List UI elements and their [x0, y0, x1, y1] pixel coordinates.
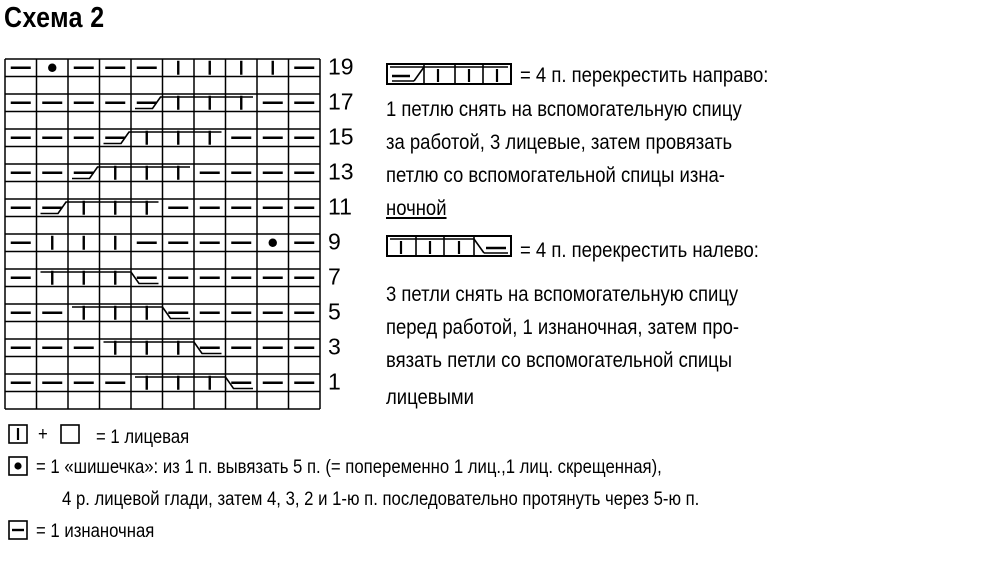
knit-symbol: [8, 424, 30, 446]
row-number: 11: [328, 193, 352, 220]
row-number: 15: [328, 123, 354, 150]
cross-left-line-4: вязать петли со вспомогательной спицы: [386, 349, 733, 372]
cross-right-line-5: ночной: [386, 197, 447, 220]
cross-left-line-1: = 4 п. перекрестить налево:: [520, 239, 759, 262]
row-number: 3: [328, 333, 341, 360]
bobble-mark: [269, 239, 277, 247]
row-number: 17: [328, 88, 354, 115]
purl-symbol: [8, 520, 30, 542]
knit-text: = 1 лицевая: [96, 427, 190, 448]
bobble-text: = 1 «шишечка»: из 1 п. вывязать 5 п. (= попеременно 1 лиц.,1 лиц. скрещенная),: [36, 457, 662, 478]
row-number: 13: [328, 158, 354, 185]
cross-left-line-3: перед работой, 1 изнаночная, затем про-: [386, 316, 740, 339]
purl-text: = 1 изнаночная: [36, 521, 155, 542]
knit-plus: +: [38, 424, 48, 445]
page-title: Схема 2: [4, 2, 105, 34]
cross-right-line-1: = 4 п. перекрестить направо:: [520, 64, 769, 87]
cross-left-line-5: лицевыми: [386, 386, 474, 409]
cross-right-symbol: [386, 60, 514, 88]
bobble-mark: [48, 64, 56, 72]
bobble-symbol: [8, 456, 30, 478]
bobble-continuation: 4 р. лицевой глади, затем 4, 3, 2 и 1-ю п. последовательно протянуть через 5-ю п.: [62, 489, 700, 510]
knitting-chart: [0, 0, 400, 420]
cross-right-line-2: 1 петлю снять на вспомогательную спицу: [386, 98, 742, 121]
cross-left-symbol: [386, 232, 514, 260]
row-number: 5: [328, 298, 341, 325]
empty-cell-symbol: [60, 424, 82, 446]
cross-left-line-2: 3 петли снять на вспомогательную спицу: [386, 283, 739, 306]
cross-right-line-3: за работой, 3 лицевые, затем провязать: [386, 131, 733, 154]
row-number: 7: [328, 263, 341, 290]
row-number: 19: [328, 53, 354, 80]
row-number: 9: [328, 228, 341, 255]
row-number: 1: [328, 368, 341, 395]
cross-right-line-4: петлю со вспомогательной спицы изна-: [386, 164, 725, 187]
